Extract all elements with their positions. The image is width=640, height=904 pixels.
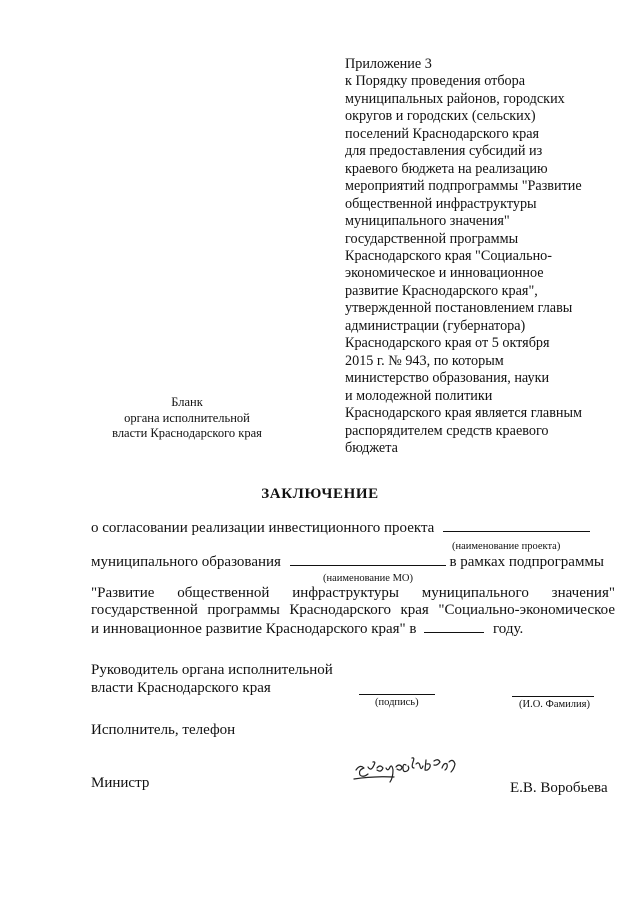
letterhead-line: органа исполнительной — [124, 410, 250, 425]
appendix-line: мероприятий подпрограммы "Развитие — [345, 178, 582, 195]
mo-caption: (наименование МО) — [323, 573, 413, 584]
letterhead-line: власти Краснодарского края — [112, 426, 262, 441]
appendix-line: бюджета — [345, 439, 398, 456]
appendix-line: развитие Краснодарского края", — [345, 282, 538, 299]
appendix-line: общественной инфраструктуры — [345, 195, 537, 212]
project-caption: (наименование проекта) — [452, 541, 561, 552]
appendix-line: муниципальных районов, городских — [345, 90, 565, 107]
subprogram-word: "Развитие — [91, 585, 155, 601]
form-line-program — [91, 602, 615, 619]
subprogram-text: в рамках подпрограммы — [449, 554, 605, 570]
subprogram-word: муниципального — [421, 585, 529, 601]
program-word: государственной — [91, 602, 198, 618]
appendix-line: поселений Краснодарского края — [345, 125, 540, 142]
program-word: "Социально-экономическое — [438, 602, 615, 618]
letterhead-line: Бланк — [171, 395, 203, 409]
appendix-line: министерство образования, науки — [345, 370, 550, 387]
program-word: программы — [207, 602, 280, 618]
appendix-line: экономическое и инновационное — [345, 265, 544, 282]
appendix-line: округов и городских (сельских) — [345, 108, 536, 125]
appendix-line: Краснодарского края от 5 октября — [345, 335, 550, 352]
document-title: ЗАКЛЮЧЕНИЕ — [261, 486, 379, 502]
form-line-project — [91, 518, 590, 537]
project-name-field[interactable] — [443, 518, 590, 532]
program-word: края — [400, 602, 429, 618]
form-line-year — [91, 619, 523, 638]
appendix-line: 2015 г. № 943, по которым — [345, 352, 504, 369]
project-text: о согласовании реализации инвестиционного проекта — [91, 520, 435, 536]
head-title-line2: власти Краснодарского края — [91, 680, 271, 696]
form-line-subprogram — [91, 585, 615, 602]
executor-label: Исполнитель, телефон — [91, 722, 236, 738]
subprogram-word: общественной — [177, 585, 270, 601]
appendix-line: распорядителем средств краевого — [345, 422, 549, 439]
signature-line[interactable] — [359, 694, 435, 695]
signature-caption: (подпись) — [375, 697, 419, 708]
appendix-line: и молодежной политики — [345, 387, 493, 404]
form-line-mo — [91, 552, 604, 571]
handwritten-signature — [350, 752, 475, 786]
name-caption: (И.О. Фамилия) — [519, 699, 590, 710]
program-word: Краснодарского — [289, 602, 391, 618]
year-text: и инновационное развитие Краснодарского края" в — [91, 621, 417, 637]
subprogram-word: инфраструктуры — [292, 585, 399, 601]
mo-name-field[interactable] — [290, 552, 446, 566]
appendix-line: к Порядку проведения отбора — [345, 73, 526, 90]
name-line[interactable] — [512, 696, 594, 697]
appendix-line: государственной программы — [345, 230, 519, 247]
year-field[interactable] — [424, 619, 484, 633]
appendix-line: утвержденной постановлением главы — [345, 300, 573, 317]
appendix-header — [345, 56, 635, 457]
mo-text: муниципального образования — [91, 554, 281, 570]
minister-label: Министр — [91, 775, 150, 791]
minister-name: Е.В. Воробьева — [510, 780, 608, 796]
appendix-line: для предоставления субсидий из — [345, 143, 543, 160]
appendix-line: администрации (губернатора) — [345, 317, 526, 334]
appendix-line: Краснодарского края "Социально- — [345, 247, 552, 264]
appendix-line: краевого бюджета на реализацию — [345, 160, 548, 177]
appendix-line: муниципального значения" — [345, 213, 510, 230]
appendix-line: Приложение 3 — [345, 56, 432, 72]
appendix-line: Краснодарского края является главным — [345, 405, 583, 422]
letterhead-placeholder — [92, 395, 282, 442]
head-title-line1: Руководитель органа исполнительной — [91, 662, 333, 678]
year-suffix: году. — [493, 621, 524, 637]
subprogram-word: значения" — [551, 585, 615, 601]
